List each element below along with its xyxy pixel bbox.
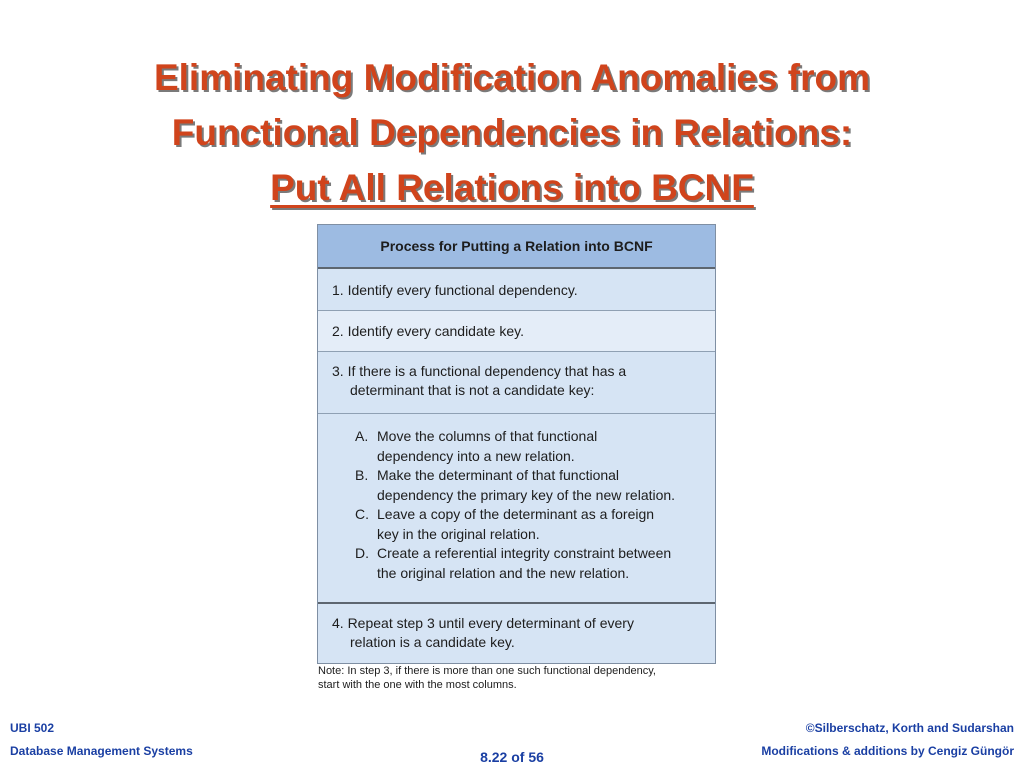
- step-4-line-1: 4. Repeat step 3 until every determinant of every: [332, 615, 634, 631]
- substep-text: dependency the primary key of the new relation.: [377, 486, 676, 503]
- footer-course-code: UBI 502: [10, 721, 55, 735]
- substep-letter: D.: [355, 545, 369, 561]
- table-row-substeps: [318, 413, 715, 602]
- substep-a: [355, 427, 715, 466]
- substep-c: [355, 505, 715, 544]
- footer-course-name: Database Management Systems: [10, 744, 193, 758]
- substep-text: Make the determinant of that functional: [377, 467, 620, 483]
- substep-text: Leave a copy of the determinant as a foreign: [377, 506, 655, 522]
- substep-letter: B.: [355, 467, 369, 483]
- note-line-1: Note: In step 3, if there is more than one such functional dependency,: [318, 665, 656, 677]
- table-row-step-4: [318, 602, 715, 663]
- table-row-step-2: [318, 310, 715, 351]
- substep-text: Create a referential integrity constraint between: [377, 545, 672, 561]
- footer-copyright: ©Silberschatz, Korth and Sudarshan: [805, 721, 1014, 735]
- table-note: [318, 664, 728, 692]
- substep-b: [355, 466, 715, 505]
- footer-page-number: 8.22 of 56: [480, 749, 544, 765]
- bcnf-process-table: [317, 224, 716, 664]
- substep-text: key in the original relation.: [377, 525, 540, 542]
- title-line-3: Put All Relations into BCNF: [270, 167, 754, 208]
- substep-text: dependency into a new relation.: [377, 447, 575, 464]
- footer-modifications: Modifications & additions by Cengiz Güngör: [761, 744, 1014, 758]
- step-4-line-2: relation is a candidate key.: [350, 634, 515, 650]
- title-line-1: Eliminating Modification Anomalies from: [153, 57, 871, 98]
- substep-text: the original relation and the new relation.: [377, 564, 630, 581]
- substep-text: Move the columns of that functional: [377, 428, 598, 444]
- substep-letter: C.: [355, 506, 369, 522]
- title-line-2: Functional Dependencies in Relations:: [171, 112, 853, 153]
- table-row-step-3: [318, 351, 715, 413]
- step-3-line-2: determinant that is not a candidate key:: [350, 382, 595, 398]
- table-header: Process for Putting a Relation into BCNF: [318, 225, 715, 269]
- note-line-2: start with the one with the most columns.: [318, 679, 517, 691]
- slide-title: [0, 50, 1024, 215]
- step-2-text: 2. Identify every candidate key.: [332, 323, 524, 339]
- substep-letter: A.: [355, 428, 369, 444]
- substep-d: [355, 544, 715, 583]
- step-3-line-1: 3. If there is a functional dependency that has a: [332, 363, 627, 379]
- table-row-step-1: [318, 269, 715, 310]
- step-1-text: 1. Identify every functional dependency.: [332, 281, 578, 298]
